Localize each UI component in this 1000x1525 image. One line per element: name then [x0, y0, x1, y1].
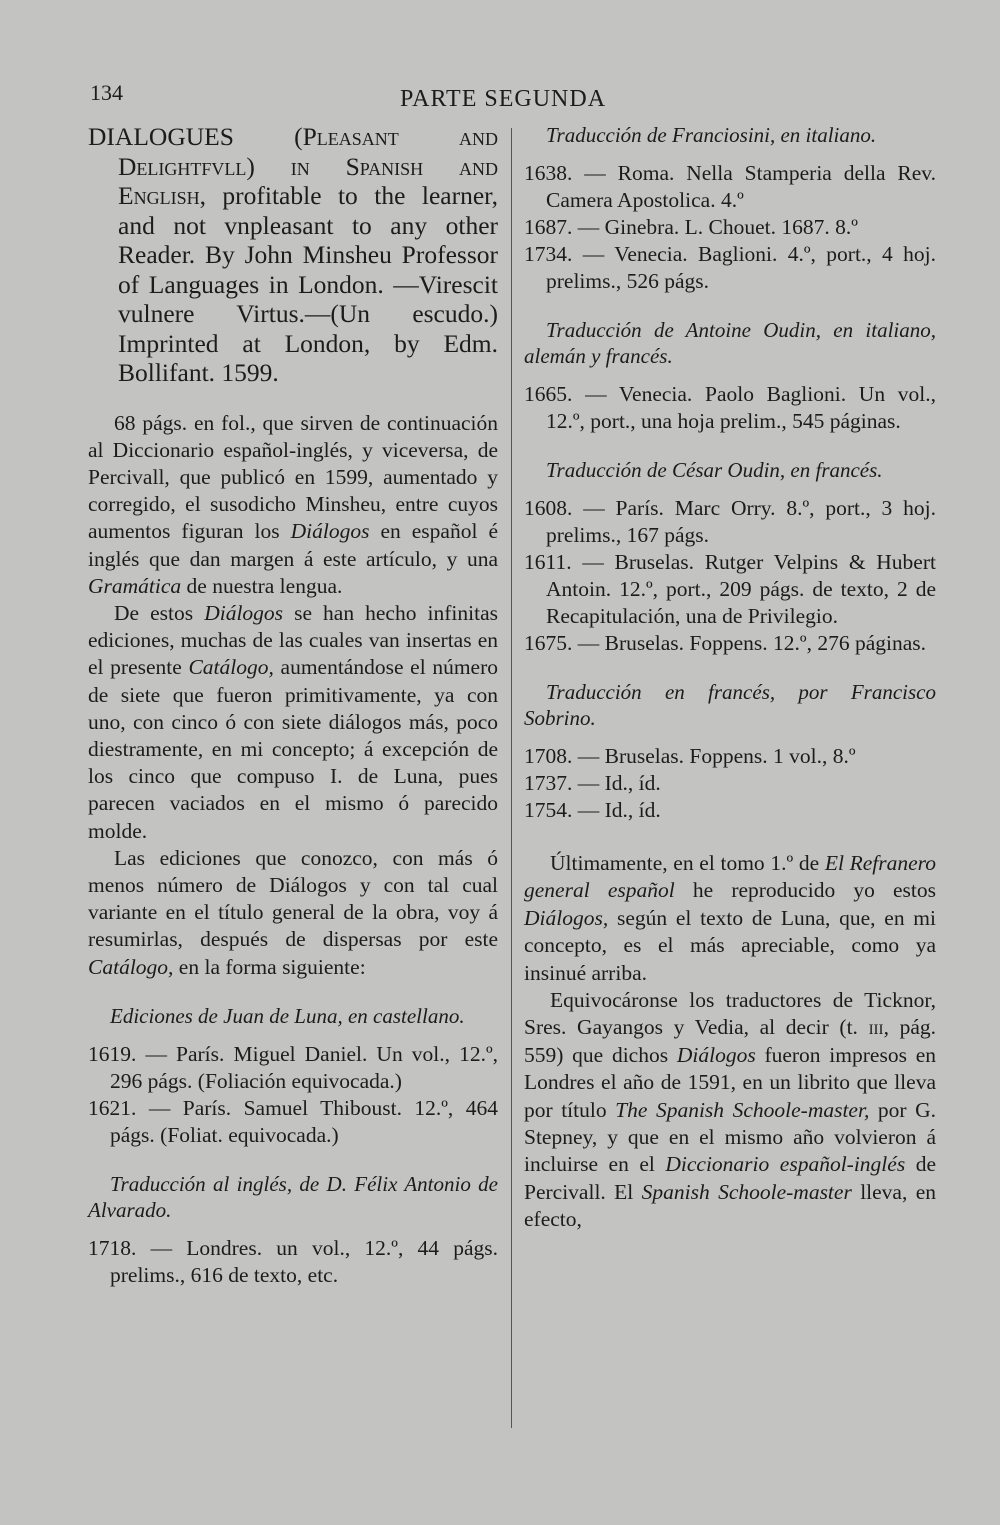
paragraph: De estos Diálogos se han hecho infinitas ediciones, muchas de las cuales van insertas en el presente Catálogo, aumentándose el número de siete que fueron primitivamente, ya con uno, con cinco ó con siete diálogos más, poco diestramente, en mi concepto; á excepción de los cinco que compuso I. de Luna, pues parecen vaciados en el mismo ó parecido molde. [88, 600, 498, 843]
edition-entry: 1708. — Bruselas. Foppens. 1 vol., 8.º [524, 744, 856, 768]
paragraph: Últimamente, en el tomo 1.º de El Refranero general español he reproducido yo estos Diálogos, según el texto de Luna, que, en mi concepto, es el más apreciable, como ya insinué arriba. [524, 851, 937, 985]
section-heading: Traducción al inglés, de D. Félix Antonio de Alvarado. [88, 1171, 498, 1222]
paragraph: Las ediciones que conozco, con más ó menos número de Diálogos y con tal cual variante en el título general de la obra, voy á resumirlas, después de dispersas por este Catálogo, en la forma siguiente: [88, 845, 498, 979]
paragraph: Equivocáronse los traductores de Ticknor, Sres. Gayangos y Vedia, al decir (t. iii, pág. 559) que dichos Diálogos fueron impresos en Londres el año de 1591, en un librito que lleva por título The Spanish Schoole-master, por G. Stepney, y que en el mismo año volvieron á incluirse en el Diccionario español-inglés de Percivall. El Spanish Schoole-master lleva, en efecto, [524, 988, 937, 1232]
edition-entry: 1611. — Bruselas. Rutger Velpins & Hubert Antoin. 12.º, port., 209 págs. de texto, 2 de Recapitulación, una de Privilegio. [524, 550, 936, 628]
page-number: 134 [90, 80, 123, 105]
section-heading: Traducción en francés, por Francisco Sobrino. [524, 680, 936, 730]
section-heading: Ediciones de Juan de Luna, en castellano. [110, 1003, 465, 1028]
edition-entry: 1608. — París. Marc Orry. 8.º, port., 3 hoj. prelims., 167 págs. [524, 496, 936, 547]
section-heading: Traducción de César Oudin, en francés. [546, 458, 883, 482]
section-heading: Traducción de Franciosini, en italiano. [546, 123, 877, 147]
edition-entry: 1754. — Id., íd. [524, 798, 661, 822]
edition-entry: 1665. — Venecia. Paolo Baglioni. Un vol., 12.º, port., una hoja prelim., 545 páginas. [524, 382, 936, 433]
edition-entry: 1737. — Id., íd. [524, 771, 661, 795]
book-title-entry: DIALOGUES (Pleasant and Delightfvll) in Spanish and English, profitable to the learner, and not vnpleasant to any other Reader. By John Minsheu Professor of Languages in London. —Virescit vulnere Virtus.—(Un escudo.) Imprinted at London, by Edm. Bollifant. 1599. [88, 122, 498, 387]
edition-entry: 1619. — París. Miguel Daniel. Un vol., 12.º, 296 págs. (Foliación equivocada.) [88, 1041, 498, 1093]
right-column [524, 122, 936, 1234]
edition-entry: 1718. — Londres. un vol., 12.º, 44 págs. prelims., 616 de texto, etc. [88, 1235, 498, 1287]
running-title: PARTE SEGUNDA [400, 86, 607, 112]
edition-entry: 1621. — París. Samuel Thiboust. 12.º, 464 págs. (Foliat. equivocada.) [88, 1095, 498, 1147]
section-heading: Traducción de Antoine Oudin, en italiano, alemán y francés. [524, 318, 936, 368]
left-column [88, 122, 498, 1289]
column-divider [511, 128, 512, 1428]
edition-entry: 1687. — Ginebra. L. Chouet. 1687. 8.º [524, 215, 858, 239]
edition-entry: 1734. — Venecia. Baglioni. 4.º, port., 4 hoj. prelims., 526 págs. [524, 242, 936, 293]
edition-entry: 1675. — Bruselas. Foppens. 12.º, 276 páginas. [524, 631, 927, 655]
edition-entry: 1638. — Roma. Nella Stamperia della Rev. Camera Apostolica. 4.º [524, 161, 936, 212]
paragraph: 68 págs. en fol., que sirven de continuación al Diccionario español-inglés, y viceversa, de Percivall, que publicó en 1599, aumentado y corregido, el susodicho Minsheu, entre cuyos aumentos figuran los Diálogos en español é inglés que dan margen á este artículo, y una Gramática de nuestra lengua. [88, 410, 498, 598]
